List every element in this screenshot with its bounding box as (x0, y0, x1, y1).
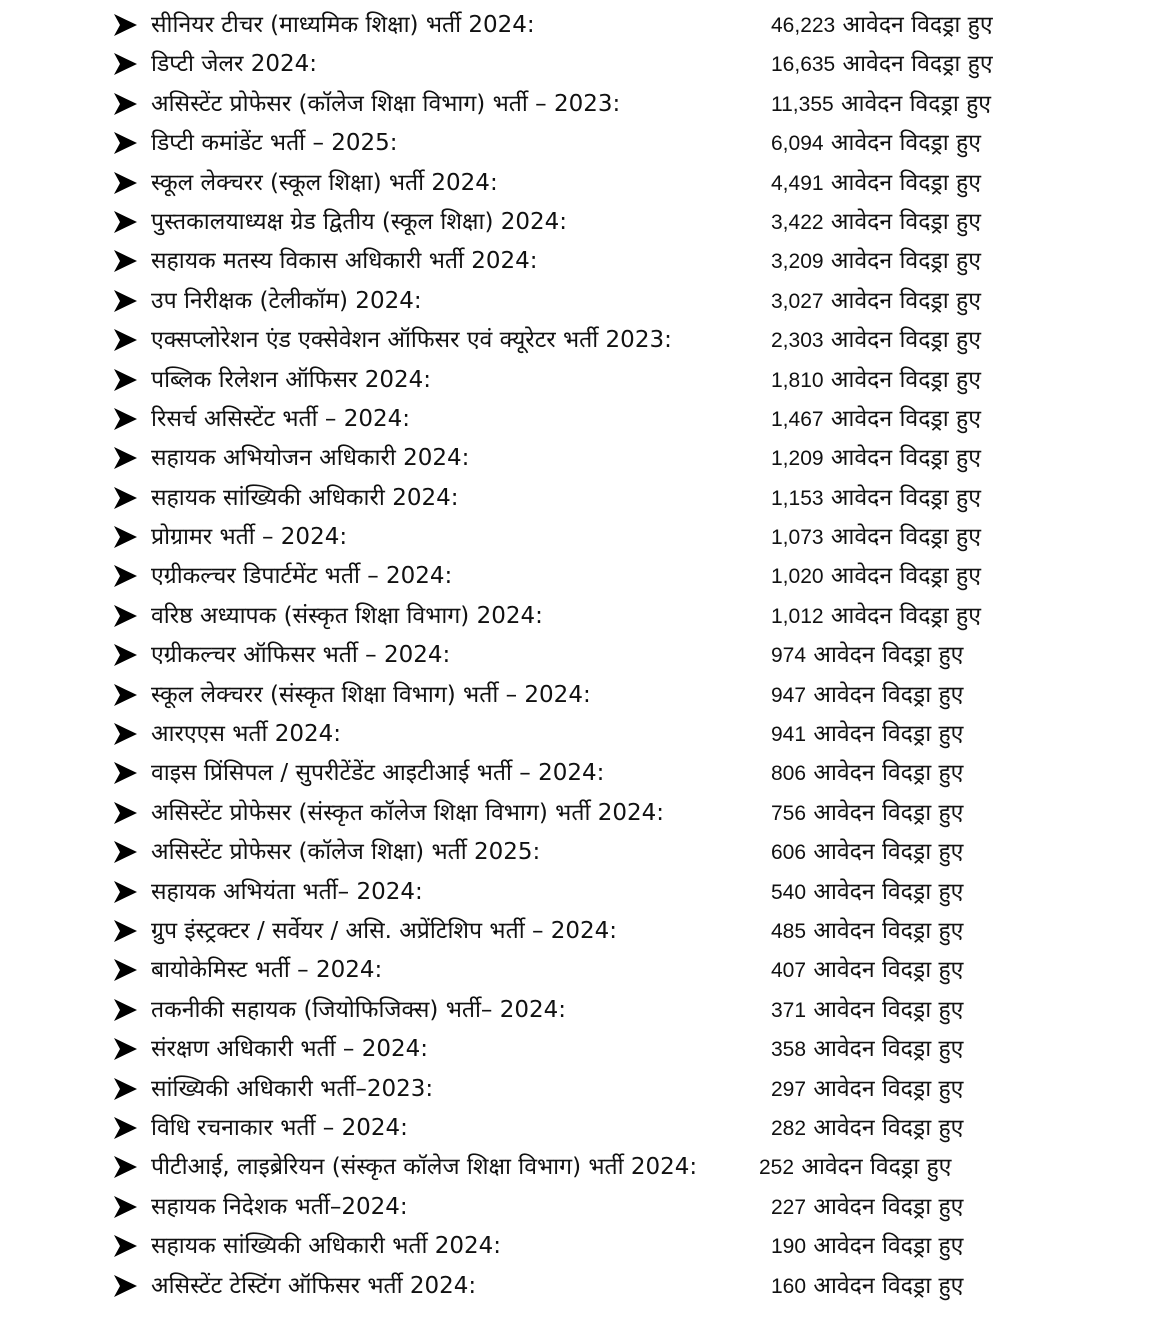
count-number: 407 (771, 959, 807, 983)
count-number: 1,012 (771, 604, 824, 628)
recruitment-name: स्कूल लेक्चरर (संस्कृत शिक्षा विभाग) भर्ती – 2024: (151, 681, 591, 708)
count-suffix: आवेदन विदड्रा हुए (830, 248, 981, 275)
count-suffix: आवेदन विदड्रा हुए (842, 12, 993, 38)
count-suffix: आवेदन विदड्रा हुए (801, 1154, 952, 1181)
withdrawn-count (771, 915, 963, 948)
withdrawn-count (771, 167, 981, 200)
count-number: 46,223 (771, 14, 836, 37)
list-item (0, 794, 1170, 833)
count-number: 3,209 (771, 250, 824, 274)
recruitment-name: स्कूल लेक्चरर (स्कूल शिक्षा) भर्ती 2024: (151, 169, 498, 196)
recruitment-name: वरिष्ठ अध्यापक (संस्कृत शिक्षा विभाग) 2024: (151, 602, 543, 629)
list-item (0, 1188, 1170, 1227)
list-item (0, 991, 1170, 1030)
list-item (0, 45, 1170, 84)
count-number: 3,027 (771, 289, 824, 313)
count-number: 1,020 (771, 565, 824, 589)
arrowhead-bullet-icon (112, 171, 138, 195)
withdrawn-count (771, 1191, 963, 1224)
count-suffix: आवेदन विदड्रा हुए (813, 1233, 964, 1260)
list-item (0, 479, 1170, 518)
count-suffix: आवेदन विदड्रा हुए (830, 287, 981, 314)
count-number: 1,153 (771, 486, 824, 510)
count-suffix: आवेदन विदड्रा हुए (830, 327, 981, 354)
withdrawn-count (771, 127, 981, 160)
count-suffix: आवेदन विदड्रा हुए (813, 1272, 964, 1299)
arrowhead-bullet-icon (112, 840, 138, 864)
list-item (0, 557, 1170, 596)
list-item (0, 361, 1170, 400)
arrowhead-bullet-icon (112, 761, 138, 785)
arrowhead-bullet-icon (112, 683, 138, 707)
arrowhead-bullet-icon (112, 958, 138, 982)
list-item (0, 1227, 1170, 1266)
count-suffix: आवेदन विदड्रा हुए (813, 996, 964, 1023)
withdrawn-count (771, 1033, 963, 1066)
arrowhead-bullet-icon (112, 1274, 138, 1298)
arrowhead-bullet-icon (112, 1116, 138, 1140)
count-number: 806 (771, 762, 807, 786)
recruitment-name: प्रोग्रामर भर्ती – 2024: (151, 524, 348, 551)
list-item (0, 6, 1170, 45)
recruitment-name: उप निरीक्षक (टेलीकॉम) 2024: (151, 287, 422, 314)
withdrawn-count (771, 876, 963, 909)
recruitment-name: सहायक निदेशक भर्ती–2024: (151, 1193, 408, 1220)
recruitment-name: सहायक सांख्यिकी अधिकारी 2024: (151, 484, 459, 511)
arrowhead-bullet-icon (112, 446, 138, 470)
withdrawn-count (771, 442, 981, 475)
arrowhead-bullet-icon (112, 801, 138, 825)
arrowhead-bullet-icon (112, 564, 138, 588)
withdrawn-count (771, 1112, 963, 1145)
arrowhead-bullet-icon (112, 289, 138, 313)
count-number: 947 (771, 683, 807, 707)
list-item (0, 1109, 1170, 1148)
count-suffix: आवेदन विदड्रा हुए (813, 1036, 964, 1063)
count-number: 756 (771, 801, 807, 825)
recruitment-name: ग्रुप इंस्ट्रक्टर / सर्वेयर / असि. अप्रेंटिशिप भर्ती – 2024: (151, 917, 618, 944)
withdrawn-count (771, 757, 963, 790)
count-number: 11,355 (771, 92, 834, 116)
count-suffix: आवेदन विदड्रा हुए (813, 681, 964, 708)
withdrawn-count (771, 600, 981, 633)
arrowhead-bullet-icon (112, 998, 138, 1022)
recruitment-name: असिस्टेंट टेस्टिंग ऑफिसर भर्ती 2024: (151, 1272, 477, 1299)
count-number: 160 (771, 1274, 807, 1298)
count-number: 371 (771, 998, 807, 1022)
recruitment-name: असिस्टेंट प्रोफेसर (कॉलेज शिक्षा विभाग) भर्ती – 2023: (151, 90, 621, 117)
count-number: 358 (771, 1038, 807, 1062)
withdrawn-count (771, 639, 963, 672)
count-suffix: आवेदन विदड्रा हुए (830, 524, 981, 551)
list-item (0, 912, 1170, 951)
arrowhead-bullet-icon (112, 604, 138, 628)
recruitment-name: विधि रचनाकार भर्ती – 2024: (151, 1114, 408, 1141)
count-suffix: आवेदन विदड्रा हुए (813, 957, 964, 984)
withdrawn-count (771, 679, 963, 712)
list-item (0, 873, 1170, 912)
list-item (0, 164, 1170, 203)
count-number: 227 (771, 1195, 807, 1219)
recruitment-name: तकनीकी सहायक (जियोफिजिक्स) भर्ती– 2024: (151, 996, 567, 1023)
count-suffix: आवेदन विदड्रा हुए (813, 1075, 964, 1102)
withdrawn-count (771, 285, 981, 318)
withdrawn-count (759, 1151, 951, 1184)
withdrawn-count (771, 364, 981, 397)
withdrawn-count (771, 245, 981, 278)
withdrawn-count (771, 1073, 963, 1106)
count-number: 606 (771, 841, 807, 865)
list-item (0, 1148, 1170, 1187)
count-suffix: आवेदन विदड्रा हुए (813, 799, 964, 826)
recruitment-name: पुस्तकालयाध्यक्ष ग्रेड द्वितीय (स्कूल शिक्षा) 2024: (151, 208, 568, 235)
count-suffix: आवेदन विदड्रा हुए (813, 721, 964, 748)
withdrawn-count (771, 48, 993, 81)
withdrawn-count (771, 954, 963, 987)
list-item (0, 282, 1170, 321)
list-item (0, 597, 1170, 636)
recruitment-name: सहायक मतस्य विकास अधिकारी भर्ती 2024: (151, 248, 538, 275)
count-suffix: आवेदन विदड्रा हुए (830, 169, 981, 196)
recruitment-name: एग्रीकल्चर ऑफिसर भर्ती – 2024: (151, 642, 451, 669)
count-number: 1,073 (771, 526, 824, 550)
withdrawn-count (771, 1270, 963, 1303)
withdrawn-count (771, 206, 981, 239)
withdrawn-count (771, 482, 981, 515)
arrowhead-bullet-icon (112, 525, 138, 549)
count-number: 1,209 (771, 447, 824, 471)
arrowhead-bullet-icon (112, 1037, 138, 1061)
withdrawn-count (771, 797, 963, 830)
arrowhead-bullet-icon (112, 919, 138, 943)
arrowhead-bullet-icon (112, 722, 138, 746)
withdrawn-count (771, 1230, 963, 1263)
count-number: 6,094 (771, 132, 824, 156)
count-suffix: आवेदन विदड्रा हुए (813, 642, 964, 669)
recruitment-name: बायोकेमिस्ट भर्ती – 2024: (151, 957, 383, 984)
recruitment-name: सीनियर टीचर (माध्यमिक शिक्षा) भर्ती 2024: (151, 12, 535, 38)
arrowhead-bullet-icon (112, 1155, 138, 1179)
withdrawn-count (771, 994, 963, 1027)
arrowhead-bullet-icon (112, 486, 138, 510)
count-suffix: आवेदन विदड्रा हुए (830, 130, 981, 157)
arrowhead-bullet-icon (112, 52, 138, 76)
count-number: 974 (771, 644, 807, 668)
recruitment-name: संरक्षण अधिकारी भर्ती – 2024: (151, 1036, 428, 1063)
withdrawn-count (771, 88, 991, 121)
arrowhead-bullet-icon (112, 13, 138, 37)
recruitment-name: रिसर्च असिस्टेंट भर्ती – 2024: (151, 405, 410, 432)
count-suffix: आवेदन विदड्रा हुए (830, 405, 981, 432)
list-item (0, 124, 1170, 163)
list-item (0, 321, 1170, 360)
count-number: 4,491 (771, 171, 824, 195)
recruitment-name: एग्रीकल्चर डिपार्टमेंट भर्ती – 2024: (151, 563, 453, 590)
count-number: 282 (771, 1116, 807, 1140)
recruitment-name: पब्लिक रिलेशन ऑफिसर 2024: (151, 366, 432, 393)
list-item (0, 833, 1170, 872)
withdrawn-count (771, 521, 981, 554)
count-suffix: आवेदन विदड्रा हुए (830, 484, 981, 511)
count-suffix: आवेदन विदड्रा हुए (813, 1193, 964, 1220)
list-item (0, 1030, 1170, 1069)
withdrawn-count (771, 718, 963, 751)
count-number: 2,303 (771, 329, 824, 353)
count-suffix: आवेदन विदड्रा हुए (813, 839, 964, 866)
count-suffix: आवेदन विदड्रा हुए (830, 602, 981, 629)
recruitment-name: एक्सप्लोरेशन एंड एक्सेवेशन ऑफिसर एवं क्यूरेटर भर्ती 2023: (151, 327, 672, 354)
arrowhead-bullet-icon (112, 407, 138, 431)
list-item (0, 636, 1170, 675)
count-suffix: आवेदन विदड्रा हुए (813, 1114, 964, 1141)
list-item (0, 676, 1170, 715)
count-suffix: आवेदन विदड्रा हुए (840, 90, 992, 117)
list-item (0, 1267, 1170, 1306)
count-suffix: आवेदन विदड्रा हुए (830, 366, 981, 393)
arrowhead-bullet-icon (112, 880, 138, 904)
list-item (0, 518, 1170, 557)
count-number: 16,635 (771, 53, 836, 77)
list-item (0, 1070, 1170, 1109)
arrowhead-bullet-icon (112, 643, 138, 667)
list-item (0, 754, 1170, 793)
withdrawn-count (771, 403, 981, 436)
count-suffix: आवेदन विदड्रा हुए (842, 51, 993, 78)
list-item (0, 400, 1170, 439)
list-item (0, 715, 1170, 754)
list-item (0, 439, 1170, 478)
count-number: 190 (771, 1235, 807, 1259)
count-number: 1,467 (771, 407, 824, 431)
list-item (0, 242, 1170, 281)
count-suffix: आवेदन विदड्रा हुए (830, 445, 981, 472)
arrowhead-bullet-icon (112, 368, 138, 392)
recruitment-name: आरएएस भर्ती 2024: (151, 721, 342, 748)
recruitment-name: वाइस प्रिंसिपल / सुपरीटेंडेंट आइटीआई भर्ती – 2024: (151, 760, 605, 787)
arrowhead-bullet-icon (112, 131, 138, 155)
arrowhead-bullet-icon (112, 1234, 138, 1258)
arrowhead-bullet-icon (112, 328, 138, 352)
arrowhead-bullet-icon (112, 210, 138, 234)
list-item (0, 203, 1170, 242)
count-suffix: आवेदन विदड्रा हुए (830, 563, 981, 590)
count-suffix: आवेदन विदड्रा हुए (813, 878, 964, 905)
recruitment-name: सांख्यिकी अधिकारी भर्ती–2023: (151, 1075, 434, 1102)
recruitment-name: सहायक अभियोजन अधिकारी 2024: (151, 445, 470, 472)
count-number: 485 (771, 919, 807, 943)
count-number: 941 (771, 723, 807, 747)
withdrawn-applications-list (0, 6, 1170, 1306)
count-number: 1,810 (771, 368, 824, 392)
recruitment-name: सहायक सांख्यिकी अधिकारी भर्ती 2024: (151, 1233, 502, 1260)
count-suffix: आवेदन विदड्रा हुए (813, 760, 964, 787)
list-item (0, 951, 1170, 990)
recruitment-name: डिप्टी कमांडेंट भर्ती – 2025: (151, 130, 398, 157)
recruitment-name: डिप्टी जेलर 2024: (151, 51, 317, 78)
withdrawn-count (771, 836, 963, 869)
withdrawn-count (771, 9, 993, 42)
count-number: 540 (771, 880, 807, 904)
count-suffix: आवेदन विदड्रा हुए (813, 917, 964, 944)
arrowhead-bullet-icon (112, 249, 138, 273)
arrowhead-bullet-icon (112, 92, 138, 116)
count-number: 252 (759, 1156, 795, 1180)
count-suffix: आवेदन विदड्रा हुए (830, 208, 981, 235)
list-item (0, 85, 1170, 124)
withdrawn-count (771, 560, 981, 593)
withdrawn-count (771, 324, 981, 357)
arrowhead-bullet-icon (112, 1077, 138, 1101)
recruitment-name: असिस्टेंट प्रोफेसर (कॉलेज शिक्षा) भर्ती 2025: (151, 839, 541, 866)
arrowhead-bullet-icon (112, 1195, 138, 1219)
recruitment-name: पीटीआई, लाइब्रेरियन (संस्कृत कॉलेज शिक्षा विभाग) भर्ती 2024: (151, 1154, 698, 1181)
count-number: 297 (771, 1077, 807, 1101)
count-number: 3,422 (771, 210, 824, 234)
recruitment-name: असिस्टेंट प्रोफेसर (संस्कृत कॉलेज शिक्षा विभाग) भर्ती 2024: (151, 799, 664, 826)
recruitment-name: सहायक अभियंता भर्ती– 2024: (151, 878, 423, 905)
